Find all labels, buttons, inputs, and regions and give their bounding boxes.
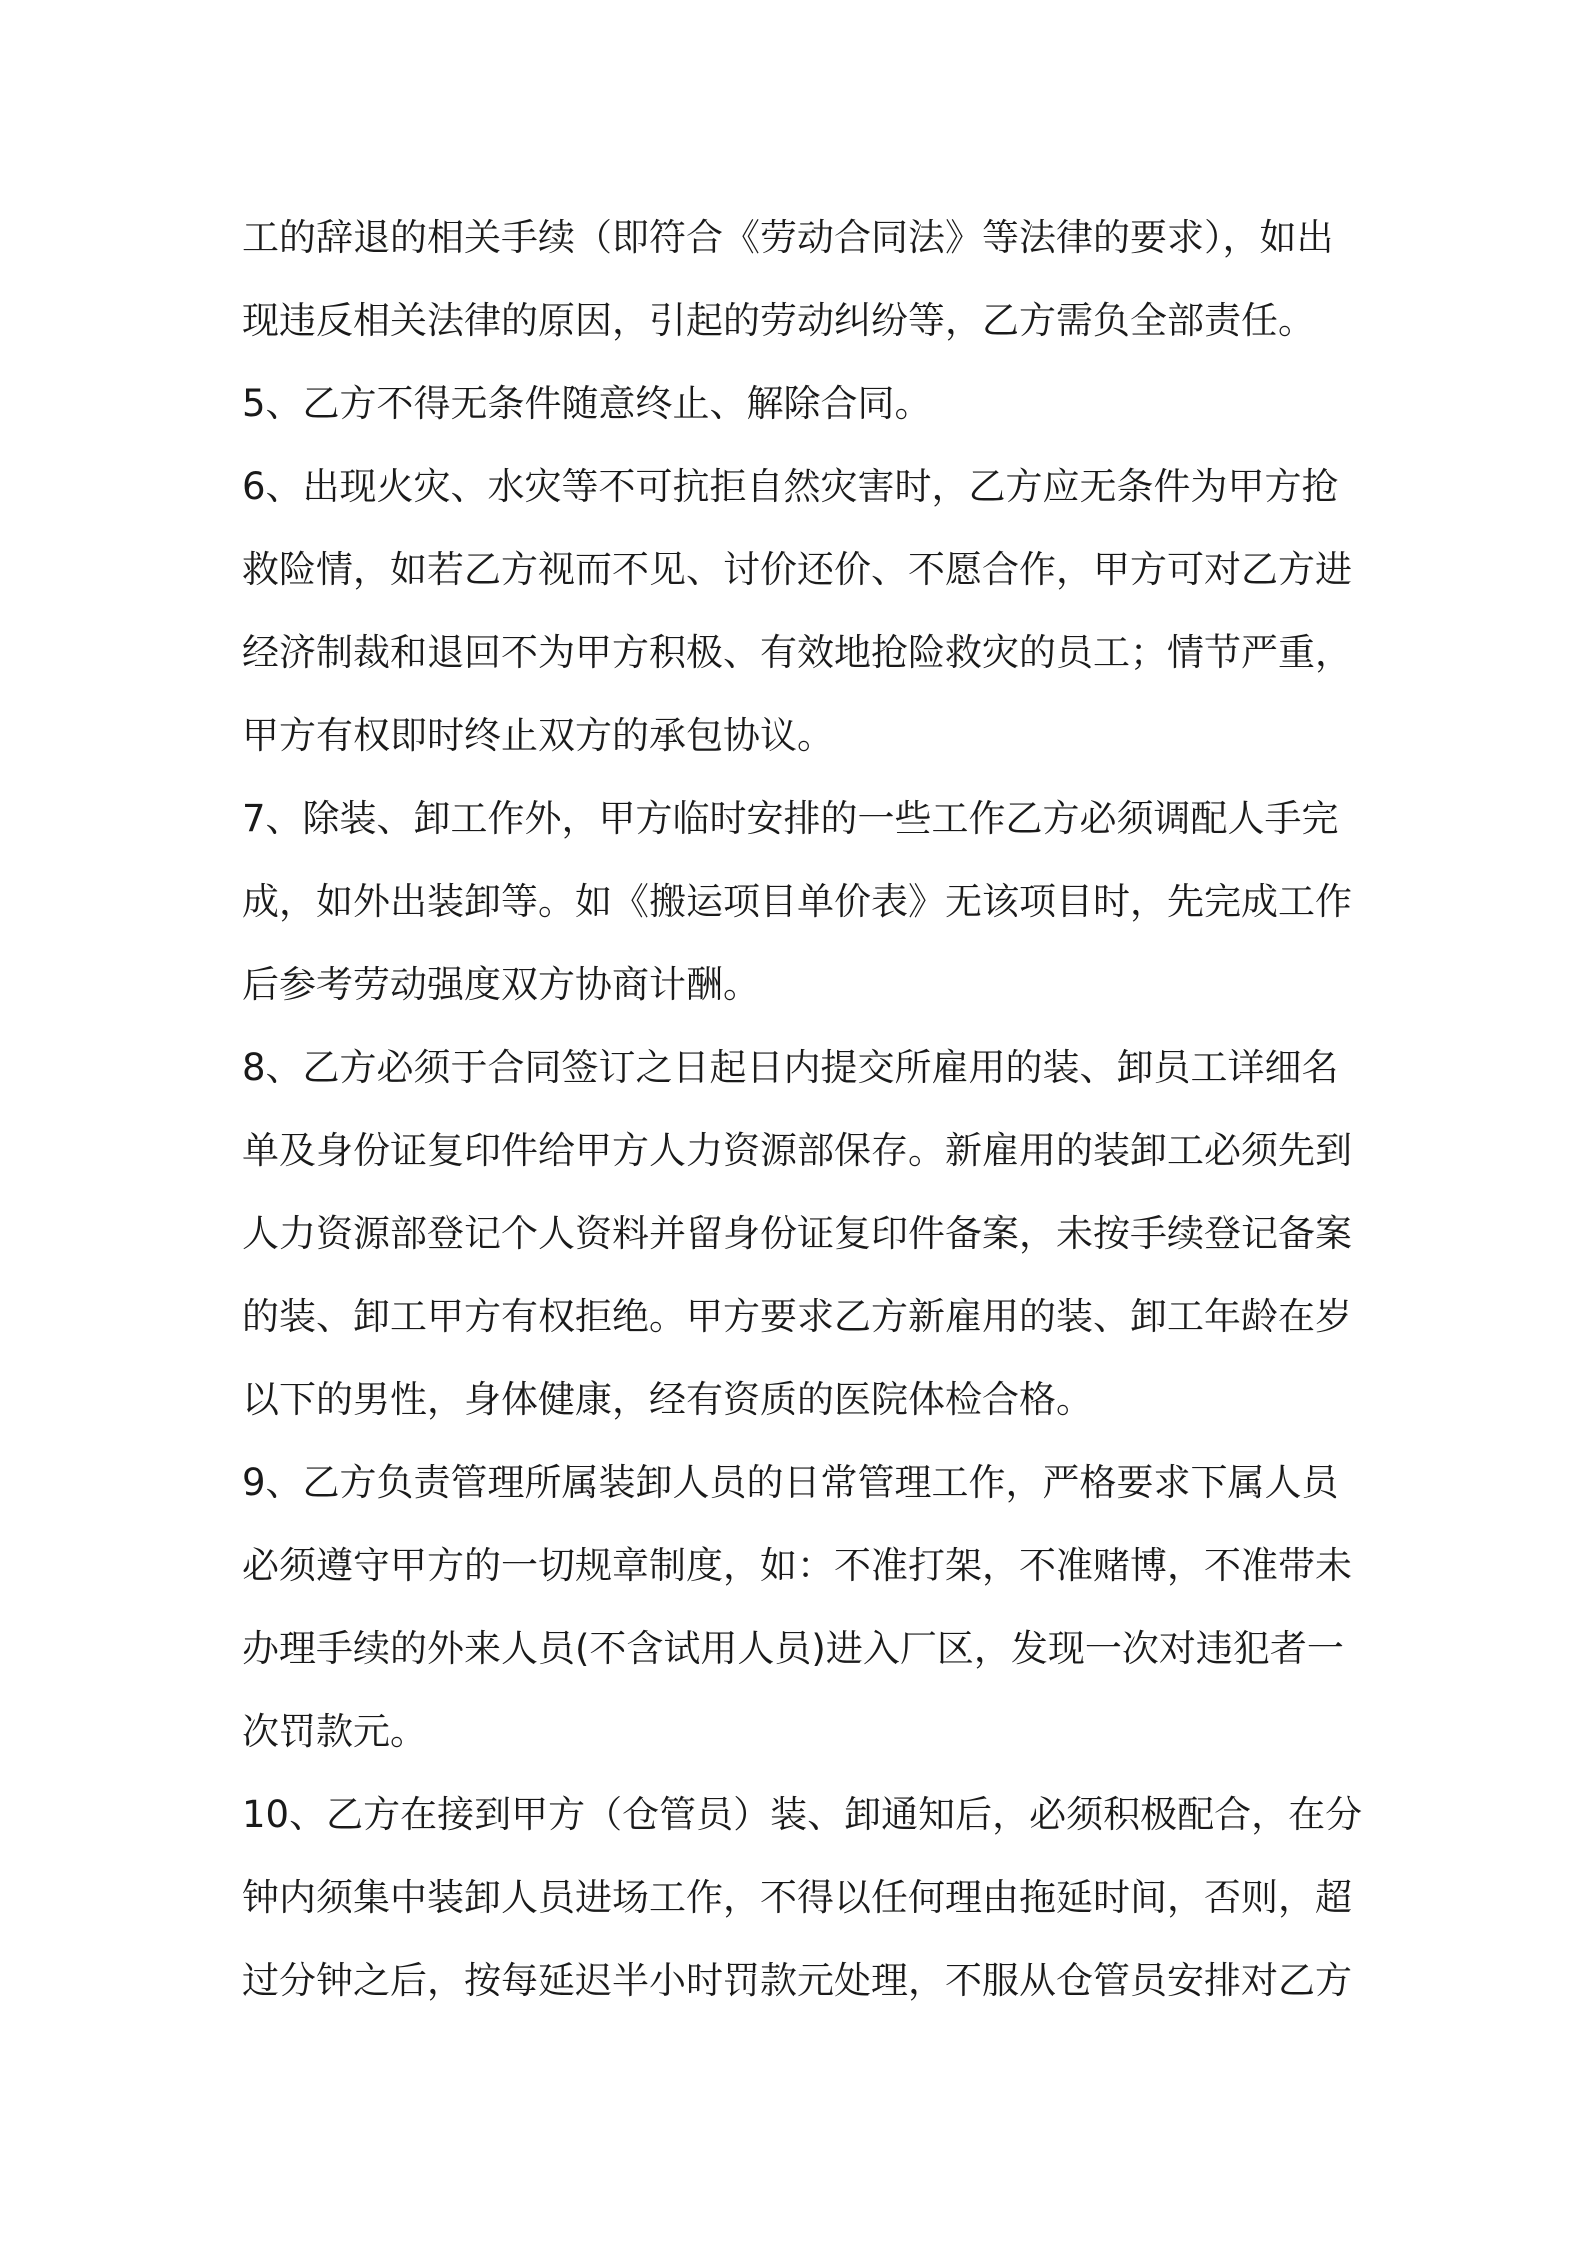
text-line: 钟内须集中装卸人员进场工作，不得以任何理由拖延时间，否则，超	[242, 1876, 1352, 1919]
text-line: 甲方有权即时终止双方的承包协议。	[242, 714, 834, 757]
text-line: 过分钟之后，按每延迟半小时罚款元处理，不服从仓管员安排对乙方	[242, 1959, 1352, 2002]
text-line: 成，如外出装卸等。如《搬运项目单价表》无该项目时，先完成工作	[242, 880, 1352, 923]
text-line: 办理手续的外来人员(不含试用人员)进入厂区，发现一次对违犯者一	[242, 1627, 1344, 1670]
text-line: 9、乙方负责管理所属装卸人员的日常管理工作，严格要求下属人员	[242, 1461, 1339, 1504]
text-line: 10、乙方在接到甲方（仓管员）装、卸通知后，必须积极配合，在分	[242, 1793, 1362, 1836]
text-line: 6、出现火灾、水灾等不可抗拒自然灾害时，乙方应无条件为甲方抢	[242, 465, 1339, 508]
text-line: 单及身份证复印件给甲方人力资源部保存。新雇用的装卸工必须先到	[242, 1129, 1352, 1172]
contract-text	[242, 196, 1362, 2022]
text-line: 次罚款元。	[242, 1710, 427, 1753]
text-line: 5、乙方不得无条件随意终止、解除合同。	[242, 382, 932, 425]
text-line: 以下的男性，身体健康，经有资质的医院体检合格。	[242, 1378, 1093, 1421]
text-line: 必须遵守甲方的一切规章制度，如：不准打架，不准赌博，不准带未	[242, 1544, 1352, 1587]
text-line: 经济制裁和退回不为甲方积极、有效地抢险救灾的员工；情节严重，	[242, 631, 1352, 674]
text-line: 的装、卸工甲方有权拒绝。甲方要求乙方新雇用的装、卸工年龄在岁	[242, 1295, 1352, 1338]
text-line: 救险情，如若乙方视而不见、讨价还价、不愿合作，甲方可对乙方进	[242, 548, 1352, 591]
text-line: 8、乙方必须于合同签订之日起日内提交所雇用的装、卸员工详细名	[242, 1046, 1339, 1089]
text-line: 后参考劳动强度双方协商计酬。	[242, 963, 760, 1006]
text-line: 人力资源部登记个人资料并留身份证复印件备案，未按手续登记备案	[242, 1212, 1352, 1255]
text-line: 现违反相关法律的原因，引起的劳动纠纷等，乙方需负全部责任。	[242, 299, 1315, 342]
text-line: 7、除装、卸工作外，甲方临时安排的一些工作乙方必须调配人手完	[242, 797, 1339, 840]
text-line: 工的辞退的相关手续（即符合《劳动合同法》等法律的要求），如出	[242, 216, 1334, 259]
